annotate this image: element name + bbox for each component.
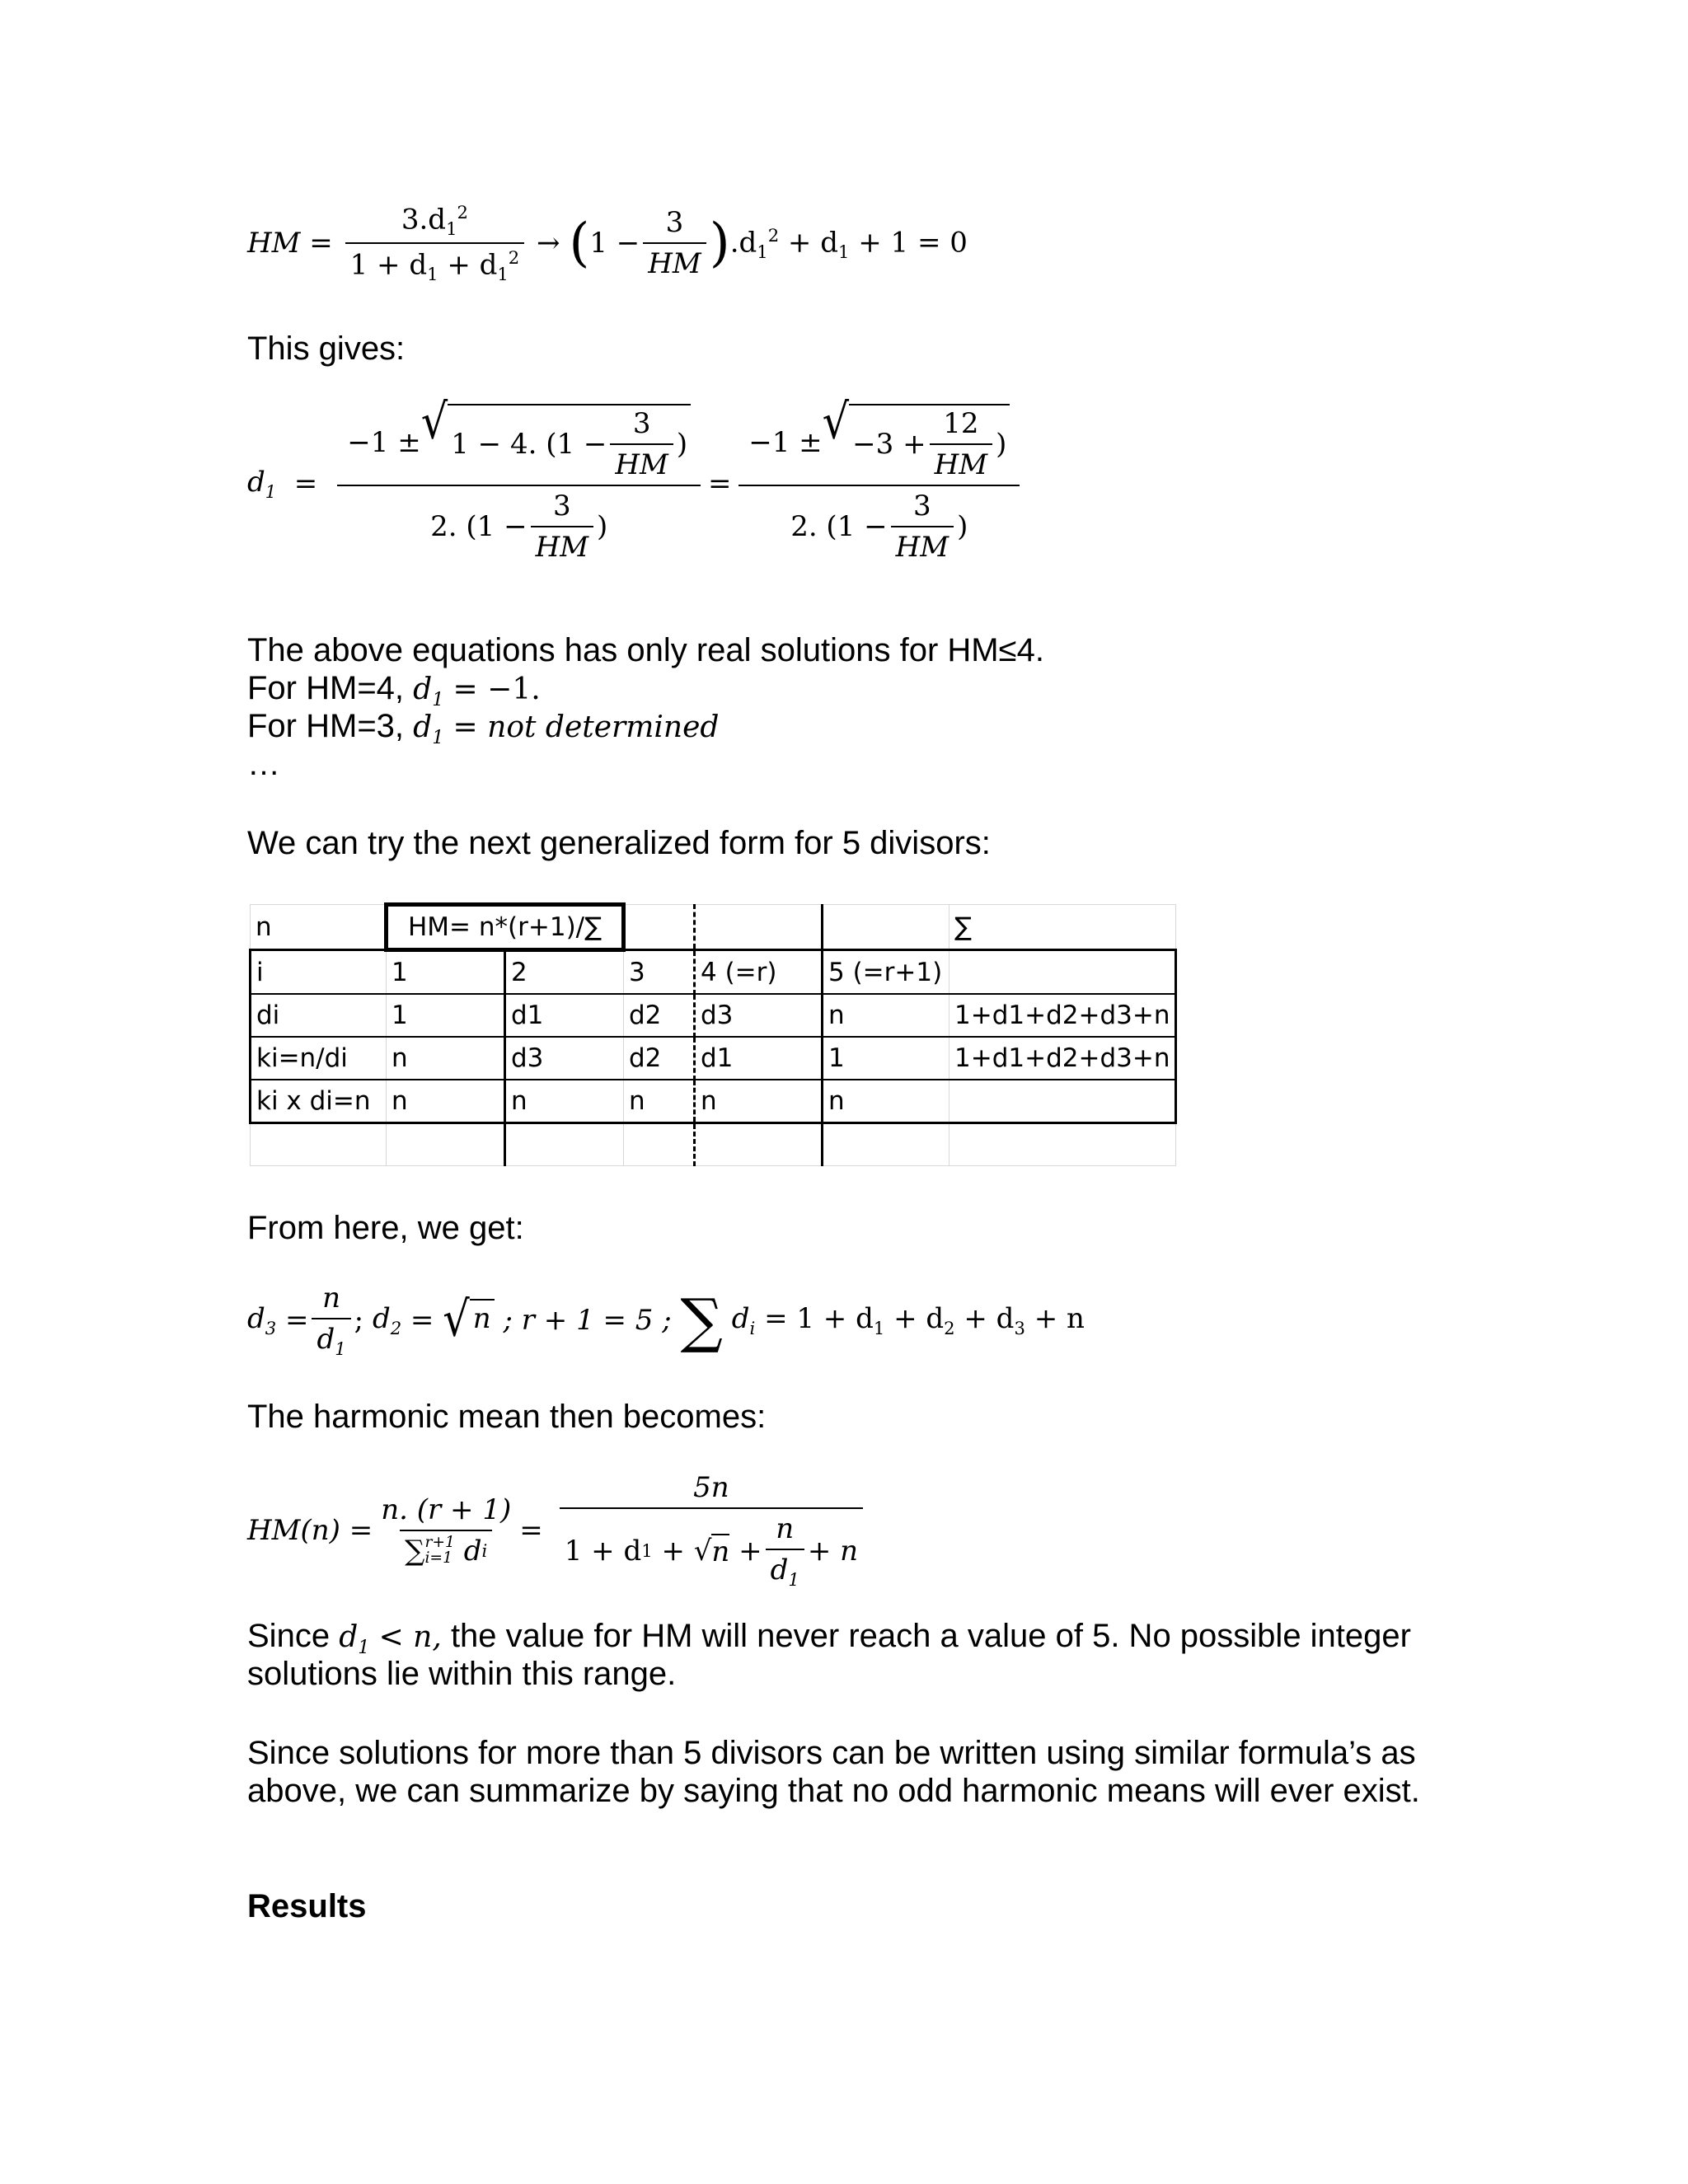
table-cell: 5 (=r+1): [823, 950, 950, 995]
table-cell: d3: [695, 994, 823, 1037]
table-cell-empty: [624, 905, 695, 950]
hm-n-inner-num: n: [776, 1512, 795, 1545]
den-numerator: 3: [552, 490, 571, 523]
table-cell-empty: [505, 1123, 624, 1166]
d1-fraction-2-prefix: −1 ±: [748, 426, 823, 459]
table-cell: [950, 1080, 1176, 1123]
para-since-1-a: Since: [247, 1618, 331, 1654]
table-cell: [950, 950, 1176, 995]
hm-symbol: HM: [247, 227, 301, 260]
table-cell-n: n: [251, 905, 387, 950]
table-cell: n: [695, 1080, 823, 1123]
para-since-1-cont: solutions lie within this range.: [247, 1656, 677, 1692]
para-hm3: For HM=3, $d_1$ = not determined: [247, 708, 720, 749]
table-cell: ki x di=n: [251, 1080, 387, 1123]
para-try-form: We can try the next generalized form for 5 divisors:: [247, 825, 991, 861]
table-cell: n: [823, 1080, 950, 1123]
paren-one: 1: [589, 227, 607, 260]
d1-fraction-2: −1 ± √ −3 + $\frac{12}{HM}$ ) 2. (1 − $\frac{3}{HM}$ ): [743, 404, 1015, 564]
radicand2-numerator: 12: [943, 407, 979, 440]
heading-results: Results: [247, 1888, 367, 1924]
table-cell: n: [505, 1080, 624, 1123]
para-hm4: For HM=4, $d_1 = -1$.: [247, 670, 541, 711]
hm-n-sum-lower: i=1: [424, 1549, 452, 1567]
d1-fraction-1-radicand: 1 − 4. (1 −: [451, 428, 607, 461]
r-relation: ; r + 1 = 5 ;: [503, 1303, 672, 1337]
sqrt-n: n: [470, 1299, 495, 1341]
table-cell-empty: [624, 1123, 695, 1166]
hm-n-equals: =: [519, 1513, 543, 1547]
hm-n-lhs: HM(n) =: [247, 1513, 373, 1547]
hm-n-5n: 5n: [693, 1471, 729, 1504]
table-cell-empty: [823, 1123, 950, 1166]
table-cell-empty: [823, 905, 950, 950]
hm-fraction-numerator: 3.d: [401, 203, 447, 237]
table-cell: i: [251, 950, 387, 995]
para-hm3-prefix: For HM=3,: [247, 708, 405, 744]
equation-hm-n: HM(n) = n. (r + 1) ∑ r+1 i=1 d i = 5n 1 + d 1 + √ n + $\frac{n}{d_1}$ + n: [247, 1471, 866, 1590]
eq1-tail-2: + d: [787, 225, 838, 259]
para-since-1-b: the value for HM will never reach a value of 5. No possible integer: [450, 1618, 1411, 1654]
hm-n-di: d: [463, 1534, 482, 1568]
table-cell: n: [387, 1080, 505, 1123]
table-cell-hm-formula: HM= n*(r+1)/∑: [387, 905, 624, 950]
d3-numerator: n: [322, 1282, 341, 1315]
table-cell-empty: [950, 1123, 1176, 1166]
table-cell: ki=n/di: [251, 1037, 387, 1080]
d1-fraction-2-radicand: −3 +: [852, 428, 926, 461]
para-since-1-math: < n,: [378, 1620, 442, 1654]
table-cell: n: [624, 1080, 695, 1123]
table-cell-empty: [695, 1123, 823, 1166]
d1-symbol: d: [247, 466, 265, 499]
table-cell: d1: [505, 994, 624, 1037]
table-row: [251, 994, 1176, 1037]
para-hm3-value: = not determined: [452, 710, 720, 744]
radicand2-denominator: HM: [930, 443, 992, 481]
para-from-here: From here, we get:: [247, 1210, 524, 1246]
para-gives: This gives:: [247, 330, 406, 367]
table-cell: 1: [387, 994, 505, 1037]
d1-fraction-1-den: 2. (1 −: [430, 510, 528, 543]
hm-n-den-plus: +: [738, 1534, 762, 1568]
hm-n-den-sqrt: + √: [661, 1534, 712, 1568]
table-cell: 1: [387, 950, 505, 995]
den2-denominator: HM: [891, 526, 954, 564]
d3-symbol: d: [247, 1302, 265, 1335]
table-row: [251, 1080, 1176, 1123]
hm-n-numerator: n. (r + 1): [381, 1493, 512, 1526]
paren-numerator: 3: [665, 206, 684, 240]
table-header-row: [251, 905, 1176, 950]
table-cell: 4 (=r): [695, 950, 823, 995]
sum-rhs-4: + n: [1034, 1302, 1085, 1335]
hm-n-sum-upper: r+1: [424, 1534, 455, 1552]
divisor-table: [249, 902, 1177, 1166]
sum-rhs-3: + d: [964, 1302, 1015, 1335]
radicand-numerator: 3: [632, 407, 651, 440]
table-cell: d2: [624, 1037, 695, 1080]
para-since-2: Since solutions for more than 5 divisors can be written using similar formula’s as: [247, 1735, 1416, 1771]
para-since-1: Since $d_1 < n$, the value for HM will never reach a value of 5. No possible integer: [247, 1618, 1411, 1659]
implies-arrow: →: [537, 227, 560, 260]
eq1-tail: .d: [729, 225, 757, 259]
eq1-tail-3: + 1 = 0: [858, 225, 968, 259]
hm-n-inner-den: d: [770, 1554, 789, 1586]
sum-symbol: ∑: [680, 1285, 723, 1355]
table-cell: n: [823, 994, 950, 1037]
table-cell: 2: [505, 950, 624, 995]
den2-numerator: 3: [913, 490, 931, 523]
table-cell: di: [251, 994, 387, 1037]
table-cell: 1: [823, 1037, 950, 1080]
table-cell-empty: [695, 905, 823, 950]
para-real-solutions: The above equations has only real solutions for HM≤4.: [247, 632, 1044, 668]
para-hm4-prefix: For HM=4,: [247, 670, 405, 706]
hm-n-sum: ∑: [405, 1534, 425, 1568]
d2-symbol: d: [372, 1302, 391, 1335]
radicand-denominator: HM: [610, 443, 673, 481]
equation-d1-solution: $d_1$ = −1 ± √ 1 − 4. (1 − $\frac{3}{HM}$ ) 2. (1 − $\frac{3}{HM}$ ) = −1 ± √ −3 + $\frac{12}{HM}$ ) 2. (1 − $\frac{3}{HM}$ ): [247, 404, 1018, 564]
table-cell: 1+d1+d2+d3+n: [950, 1037, 1176, 1080]
paren-denominator: HM: [643, 242, 706, 280]
table-cell: n: [387, 1037, 505, 1080]
hm-n-den-tail: + n: [807, 1534, 859, 1568]
d3-denominator: d: [316, 1323, 335, 1356]
table-cell-empty: [387, 1123, 505, 1166]
table-cell: 3: [624, 950, 695, 995]
table-cell: d1: [695, 1037, 823, 1080]
equation-divisor-relations: $d_3$ = $\frac{n}{d_1}$ ; $d_2$ = √ n ; r + 1 = 5 ; ∑ $d_i$ = $1 + d_1 + d_2 + d_3 + n$: [247, 1282, 1085, 1359]
ellipsis: …: [247, 746, 280, 782]
d1-fraction-1-prefix: −1 ±: [347, 426, 421, 459]
equation-hm-quadratic: HM = $\frac{3.d_1^2}{1 + d_1 + d_1^2}$ → ( 1 − $\frac{3}{HM}$ ) $.d_1^2 + d_1 + 1 = 0$: [247, 202, 968, 285]
d1-fraction-1: −1 ± √ 1 − 4. (1 − $\frac{3}{HM}$ ) 2. (1 − $\frac{3}{HM}$ ): [342, 404, 696, 564]
di-symbol: d: [731, 1302, 750, 1335]
hm-fraction-denominator-2: + d: [447, 248, 498, 282]
table-row: [251, 1123, 1176, 1166]
table-cell-empty: [251, 1123, 387, 1166]
para-hm4-value: = −1.: [452, 673, 541, 706]
table-cell: d2: [624, 994, 695, 1037]
table-cell-sigma: ∑: [950, 905, 1176, 950]
para-harmonic-mean: The harmonic mean then becomes:: [247, 1399, 767, 1435]
table-row: [251, 950, 1176, 995]
para-since-2-cont: above, we can summarize by saying that no odd harmonic means will ever exist.: [247, 1773, 1420, 1809]
hm-fraction-denominator: 1 + d: [349, 248, 428, 282]
d1-fraction-2-den: 2. (1 −: [790, 510, 888, 543]
table-row: [251, 1037, 1176, 1080]
sum-rhs: = 1 + d: [764, 1302, 874, 1335]
den-denominator: HM: [531, 526, 593, 564]
sum-rhs-2: + d: [893, 1302, 945, 1335]
hm-fraction: $\frac{3.d_1^2}{1 + d_1 + d_1^2}$: [345, 202, 525, 284]
hm-n-den-n: n: [711, 1535, 730, 1568]
hm-n-den-a: 1 + d: [564, 1534, 642, 1568]
table-cell: 1+d1+d2+d3+n: [950, 994, 1176, 1037]
table-cell: d3: [505, 1037, 624, 1080]
